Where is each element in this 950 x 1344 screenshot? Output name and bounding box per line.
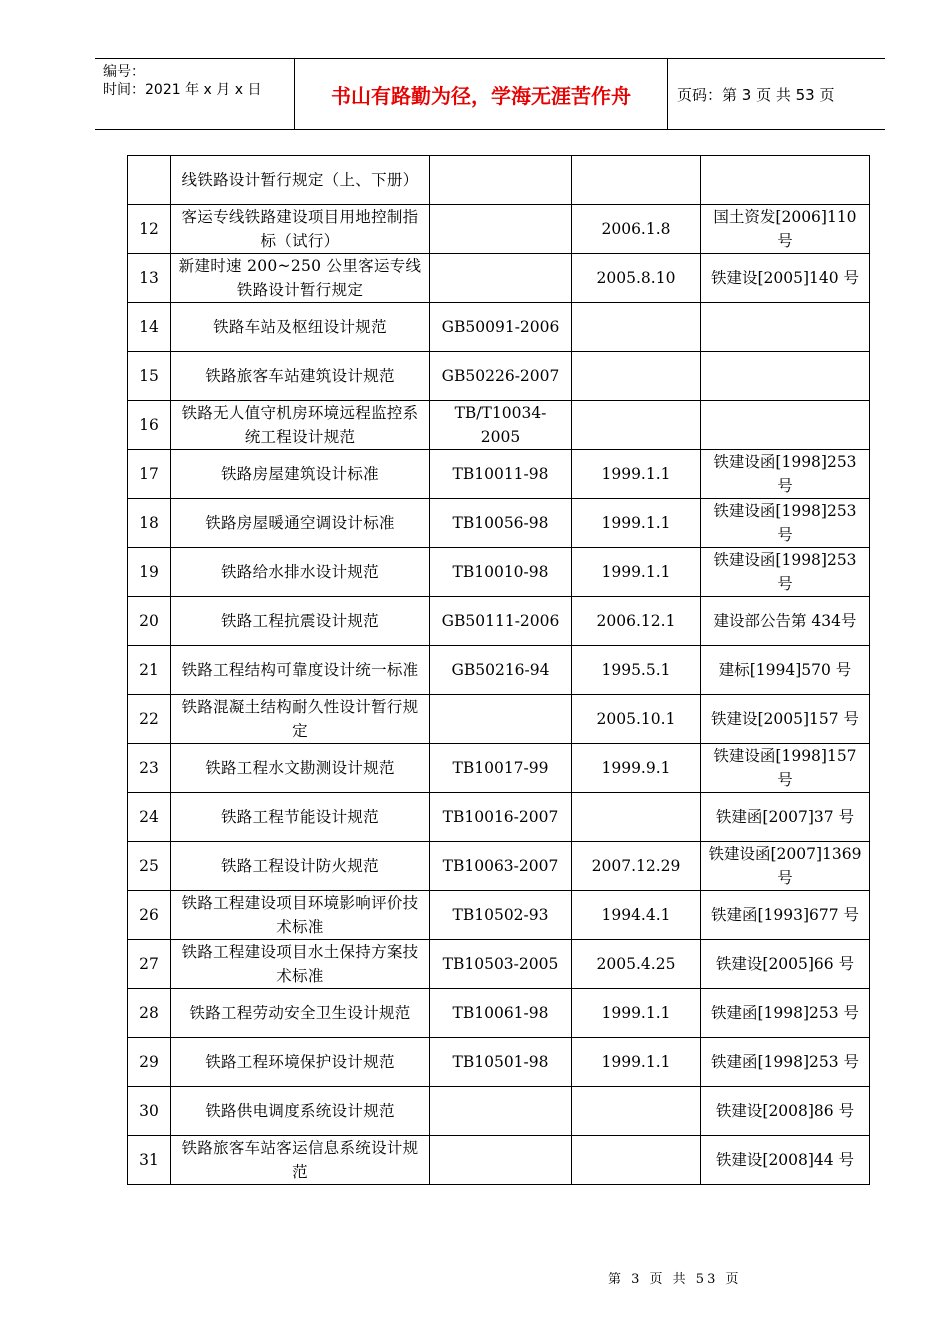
document-number-cell: 铁建设函[2007]1369 号 bbox=[701, 842, 870, 891]
standard-code-cell: TB10016-2007 bbox=[430, 793, 572, 842]
document-number-cell: 铁建函[1998]253 号 bbox=[701, 1038, 870, 1087]
effective-date-cell: 1999.1.1 bbox=[572, 548, 701, 597]
row-number-cell: 12 bbox=[128, 205, 171, 254]
serial-label: 编号： bbox=[103, 64, 145, 80]
effective-date-cell: 1999.1.1 bbox=[572, 499, 701, 548]
document-number-cell bbox=[701, 156, 870, 205]
effective-date-cell bbox=[572, 401, 701, 450]
standard-name-cell: 铁路工程环境保护设计规范 bbox=[171, 1038, 430, 1087]
row-number-cell: 29 bbox=[128, 1038, 171, 1087]
effective-date-cell: 2005.4.25 bbox=[572, 940, 701, 989]
table-row bbox=[128, 1038, 870, 1087]
effective-date-cell bbox=[572, 793, 701, 842]
standard-name-cell: 铁路供电调度系统设计规范 bbox=[171, 1087, 430, 1136]
row-number-cell: 18 bbox=[128, 499, 171, 548]
row-number-cell: 19 bbox=[128, 548, 171, 597]
standard-name-cell: 铁路无人值守机房环境远程监控系统工程设计规范 bbox=[171, 401, 430, 450]
standard-name-cell: 铁路车站及枢纽设计规范 bbox=[171, 303, 430, 352]
date-label: 时间：2021 年 x 月 x 日 bbox=[103, 82, 262, 98]
standard-code-cell: TB10503-2005 bbox=[430, 940, 572, 989]
row-number-cell: 13 bbox=[128, 254, 171, 303]
effective-date-cell bbox=[572, 156, 701, 205]
effective-date-cell: 1999.9.1 bbox=[572, 744, 701, 793]
standard-code-cell: TB10017-99 bbox=[430, 744, 572, 793]
standard-name-cell: 线铁路设计暂行规定（上、下册） bbox=[171, 156, 430, 205]
table-row bbox=[128, 646, 870, 695]
standard-code-cell: TB10061-98 bbox=[430, 989, 572, 1038]
standard-code-cell: TB10011-98 bbox=[430, 450, 572, 499]
document-number-cell: 建设部公告第 434号 bbox=[701, 597, 870, 646]
document-number-cell bbox=[701, 303, 870, 352]
standard-name-cell: 铁路工程设计防火规范 bbox=[171, 842, 430, 891]
table-row bbox=[128, 499, 870, 548]
row-number-cell: 23 bbox=[128, 744, 171, 793]
standard-name-cell: 铁路工程节能设计规范 bbox=[171, 793, 430, 842]
standard-name-cell: 铁路工程建设项目环境影响评价技术标准 bbox=[171, 891, 430, 940]
row-number-cell: 16 bbox=[128, 401, 171, 450]
document-number-cell: 铁建设函[1998]253号 bbox=[701, 548, 870, 597]
row-number-cell bbox=[128, 156, 171, 205]
document-number-cell bbox=[701, 401, 870, 450]
header-motto: 书山有路勤为径，学海无涯苦作舟 bbox=[331, 83, 631, 108]
effective-date-cell bbox=[572, 303, 701, 352]
standard-name-cell: 铁路旅客车站客运信息系统设计规范 bbox=[171, 1136, 430, 1185]
standard-code-cell bbox=[430, 205, 572, 254]
table-row bbox=[128, 548, 870, 597]
standard-code-cell: TB10010-98 bbox=[430, 548, 572, 597]
standard-name-cell: 铁路旅客车站建筑设计规范 bbox=[171, 352, 430, 401]
row-number-cell: 27 bbox=[128, 940, 171, 989]
row-number-cell: 17 bbox=[128, 450, 171, 499]
standard-code-cell: GB50226-2007 bbox=[430, 352, 572, 401]
table-row bbox=[128, 205, 870, 254]
document-number-cell: 铁建设函[1998]253号 bbox=[701, 450, 870, 499]
standard-name-cell: 铁路混凝土结构耐久性设计暂行规定 bbox=[171, 695, 430, 744]
document-number-cell bbox=[701, 352, 870, 401]
table-row bbox=[128, 744, 870, 793]
document-number-cell: 铁建设[2005]66 号 bbox=[701, 940, 870, 989]
standard-code-cell: TB10501-98 bbox=[430, 1038, 572, 1087]
table-row bbox=[128, 597, 870, 646]
row-number-cell: 28 bbox=[128, 989, 171, 1038]
table-body bbox=[128, 156, 870, 1185]
effective-date-cell: 2007.12.29 bbox=[572, 842, 701, 891]
standard-code-cell bbox=[430, 1136, 572, 1185]
table-row bbox=[128, 695, 870, 744]
table-row bbox=[128, 156, 870, 205]
effective-date-cell: 2006.12.1 bbox=[572, 597, 701, 646]
effective-date-cell: 2005.10.1 bbox=[572, 695, 701, 744]
table-row bbox=[128, 303, 870, 352]
page-footer: 第 3 页 共 53 页 bbox=[608, 1272, 742, 1287]
standard-code-cell bbox=[430, 156, 572, 205]
document-number-cell: 建标[1994]570 号 bbox=[701, 646, 870, 695]
effective-date-cell: 1999.1.1 bbox=[572, 450, 701, 499]
standard-name-cell: 铁路房屋暖通空调设计标准 bbox=[171, 499, 430, 548]
row-number-cell: 25 bbox=[128, 842, 171, 891]
standard-code-cell: GB50111-2006 bbox=[430, 597, 572, 646]
standard-code-cell: TB/T10034-2005 bbox=[430, 401, 572, 450]
standard-name-cell: 新建时速 200~250 公里客运专线铁路设计暂行规定 bbox=[171, 254, 430, 303]
row-number-cell: 20 bbox=[128, 597, 171, 646]
standard-code-cell bbox=[430, 695, 572, 744]
table-row bbox=[128, 842, 870, 891]
header-divider bbox=[667, 59, 668, 129]
standard-code-cell bbox=[430, 1087, 572, 1136]
table-row bbox=[128, 254, 870, 303]
document-number-cell: 铁建设函[1998]253号 bbox=[701, 499, 870, 548]
document-number-cell: 铁建设[2008]86 号 bbox=[701, 1087, 870, 1136]
standard-code-cell: GB50091-2006 bbox=[430, 303, 572, 352]
row-number-cell: 26 bbox=[128, 891, 171, 940]
page-header bbox=[95, 58, 885, 130]
table-row bbox=[128, 989, 870, 1038]
document-number-cell: 铁建函[1993]677 号 bbox=[701, 891, 870, 940]
document-number-cell: 铁建设函[1998]157号 bbox=[701, 744, 870, 793]
standard-name-cell: 铁路给水排水设计规范 bbox=[171, 548, 430, 597]
document-number-cell: 铁建设[2005]157 号 bbox=[701, 695, 870, 744]
standard-code-cell: TB10502-93 bbox=[430, 891, 572, 940]
standard-name-cell: 铁路房屋建筑设计标准 bbox=[171, 450, 430, 499]
table-row bbox=[128, 401, 870, 450]
effective-date-cell: 1995.5.1 bbox=[572, 646, 701, 695]
table-row bbox=[128, 450, 870, 499]
row-number-cell: 24 bbox=[128, 793, 171, 842]
standard-code-cell: GB50216-94 bbox=[430, 646, 572, 695]
effective-date-cell: 1999.1.1 bbox=[572, 989, 701, 1038]
row-number-cell: 21 bbox=[128, 646, 171, 695]
effective-date-cell bbox=[572, 1087, 701, 1136]
effective-date-cell bbox=[572, 1136, 701, 1185]
table-row bbox=[128, 940, 870, 989]
effective-date-cell bbox=[572, 352, 701, 401]
table-row bbox=[128, 891, 870, 940]
document-number-cell: 铁建函[1998]253 号 bbox=[701, 989, 870, 1038]
standard-name-cell: 铁路工程劳动安全卫生设计规范 bbox=[171, 989, 430, 1038]
document-number-cell: 铁建函[2007]37 号 bbox=[701, 793, 870, 842]
table-row bbox=[128, 1136, 870, 1185]
standard-name-cell: 铁路工程抗震设计规范 bbox=[171, 597, 430, 646]
standard-name-cell: 客运专线铁路建设项目用地控制指标（试行） bbox=[171, 205, 430, 254]
document-number-cell: 国土资发[2006]110号 bbox=[701, 205, 870, 254]
header-meta bbox=[103, 63, 261, 99]
standard-code-cell bbox=[430, 254, 572, 303]
header-page-info: 页码：第 3 页 共 53 页 bbox=[677, 85, 835, 104]
row-number-cell: 30 bbox=[128, 1087, 171, 1136]
document-number-cell: 铁建设[2008]44 号 bbox=[701, 1136, 870, 1185]
standard-code-cell: TB10056-98 bbox=[430, 499, 572, 548]
table-row bbox=[128, 352, 870, 401]
standard-name-cell: 铁路工程结构可靠度设计统一标准 bbox=[171, 646, 430, 695]
standard-name-cell: 铁路工程建设项目水土保持方案技术标准 bbox=[171, 940, 430, 989]
row-number-cell: 15 bbox=[128, 352, 171, 401]
row-number-cell: 14 bbox=[128, 303, 171, 352]
table-row bbox=[128, 793, 870, 842]
row-number-cell: 31 bbox=[128, 1136, 171, 1185]
effective-date-cell: 2005.8.10 bbox=[572, 254, 701, 303]
standards-table bbox=[127, 155, 870, 1185]
effective-date-cell: 2006.1.8 bbox=[572, 205, 701, 254]
table-row bbox=[128, 1087, 870, 1136]
standard-code-cell: TB10063-2007 bbox=[430, 842, 572, 891]
document-number-cell: 铁建设[2005]140 号 bbox=[701, 254, 870, 303]
effective-date-cell: 1999.1.1 bbox=[572, 1038, 701, 1087]
effective-date-cell: 1994.4.1 bbox=[572, 891, 701, 940]
standard-name-cell: 铁路工程水文勘测设计规范 bbox=[171, 744, 430, 793]
row-number-cell: 22 bbox=[128, 695, 171, 744]
